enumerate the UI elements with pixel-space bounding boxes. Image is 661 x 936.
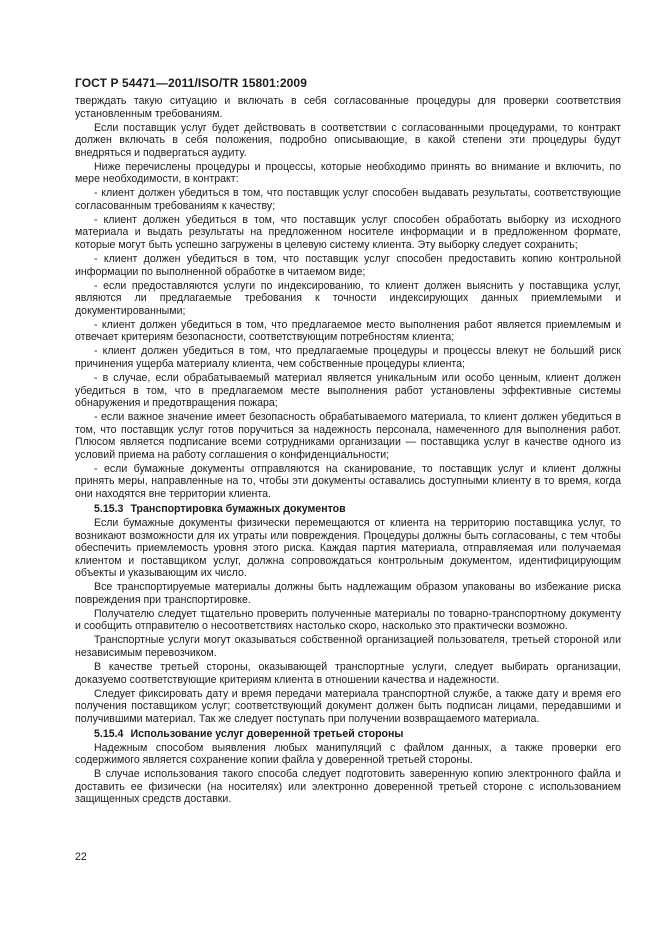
paragraph: Следует фиксировать дату и время передачи материала транспортной службе, а также дату и время его получения поставщиком услуг; соответствующий документ должен быть подписан лицами, передавшими и получившими материал. Так же следует поступать при получении возвращаемого материала. bbox=[75, 687, 621, 725]
section-title: Использование услуг доверенной третьей стороны bbox=[130, 727, 404, 740]
paragraph: Надежным способом выявления любых манипуляций с файлом данных, а также проверки его содержимого является сохранение копии файла у доверенной третьей стороны. bbox=[75, 741, 621, 767]
list-item: - если бумажные документы отправляются на сканирование, то поставщик услуг и клиент должны принять меры, направленные на то, чтобы эти документы оставались доступными клиенту в то время, когда они находятся вне территории клиента. bbox=[75, 462, 621, 500]
list-item: - клиент должен убедиться в том, что поставщик услуг способен предоставить копию контрольной информации по выполненной обработке в читаемом виде; bbox=[75, 253, 621, 278]
paragraph: В качестве третьей стороны, оказывающей транспортные услуги, следует выбирать организации, доказуемо соответствующие критериям клиента в отношении качества и надежности. bbox=[75, 661, 621, 686]
paragraph: В случае использования такого способа следует подготовить заверенную копию электронного файла и доставить ее физически (на носителях) или электронно доверенной третьей стороне с использованием защищенных средств доставки. bbox=[75, 768, 621, 806]
paragraph: Все транспортируемые материалы должны быть надлежащим образом упакованы во избежание риска повреждения при транспортировке. bbox=[75, 581, 621, 606]
list-item: - если предоставляются услуги по индексированию, то клиент должен выяснить у поставщика услуг, являются ли предлагаемые требования к точности индексирующих данных приемлемыми и документированными; bbox=[75, 279, 621, 317]
section-heading bbox=[75, 503, 621, 516]
paragraph: Если поставщик услуг будет действовать в соответствии с согласованными процедурами, то контракт должен включать в себя положения, подробно описывающие, в какой степени эти процедуры будут внедряться и подвергаться аудиту. bbox=[75, 121, 621, 159]
document-body bbox=[75, 95, 621, 806]
document-header: ГОСТ Р 54471—2011/ISO/TR 15801:2009 bbox=[75, 76, 307, 90]
paragraph: Ниже перечислены процедуры и процессы, которые необходимо принять во внимание и включить, по мере необходимости, в контракт: bbox=[75, 160, 621, 186]
paragraph: Если бумажные документы физически перемещаются от клиента на территорию поставщика услуг, то возникают возможности для их утраты или повреждения. Процедуры должны быть согласованы, с тем чтобы обеспечить приемлемость уровня этого риска. Каждая партия материала, отправляемая или получаемая клиентом и поставщиком услуг, должна сопровождаться контрольным документом, идентифицирующим объекты и указывающим их число. bbox=[75, 517, 621, 580]
list-item: - в случае, если обрабатываемый материал является уникальным или особо ценным, клиент должен убедиться в том, что в предлагаемом месте выполнения работ установлены эффективные системы обнаружения и предотвращения пожара; bbox=[75, 371, 621, 410]
paragraph: тверждать такую ситуацию и включать в себя согласованные процедуры для проверки соответствия установленным требованиям. bbox=[75, 95, 621, 120]
section-number: 5.15.3 bbox=[94, 502, 124, 515]
section-number: 5.15.4 bbox=[94, 727, 124, 740]
list-item: - клиент должен убедиться в том, что предлагаемые процедуры и процессы влекут не больший риск причинения ущерба материалу клиента, чем собственные процедуры клиента; bbox=[75, 345, 621, 370]
list-item: - клиент должен убедиться в том, что поставщик услуг способен выдавать результаты, соответствующие согласованным требованиям к качеству; bbox=[75, 187, 621, 212]
list-item: - клиент должен убедиться в том, что предлагаемое место выполнения работ является приемлемым и отвечает критериям безопасности, соответствующим потребностям клиента; bbox=[75, 318, 621, 344]
section-title: Транспортировка бумажных документов bbox=[130, 502, 346, 515]
section-heading bbox=[75, 728, 621, 741]
paragraph: Транспортные услуги могут оказываться собственной организацией пользователя, третьей стороной или независимым перевозчиком. bbox=[75, 634, 621, 659]
page-number: 22 bbox=[75, 851, 87, 863]
list-item: - если важное значение имеет безопасность обрабатываемого материала, то клиент должен убедиться в том, что поставщик услуг готов поручиться за надежность персонала, намеченного для выполнения работ. Плюсом является подписание всеми сотрудниками организации — поставщика услуг в качестве одного из условий приема на работу соглашения о конфиденциальности; bbox=[75, 411, 621, 461]
paragraph: Получателю следует тщательно проверить полученные материалы по товарно-транспортному документу и сообщить отправителю о несоответствиях настолько скоро, насколько это практически возможно. bbox=[75, 607, 621, 633]
list-item: - клиент должен убедиться в том, что поставщик услуг способен обработать выборку из исходного материала и выдать результаты на предложенном носителе информации и в предложенном формате, которые могут быть успешно загружены в целевую систему клиента. Эту выборку следует сохранить; bbox=[75, 213, 621, 252]
